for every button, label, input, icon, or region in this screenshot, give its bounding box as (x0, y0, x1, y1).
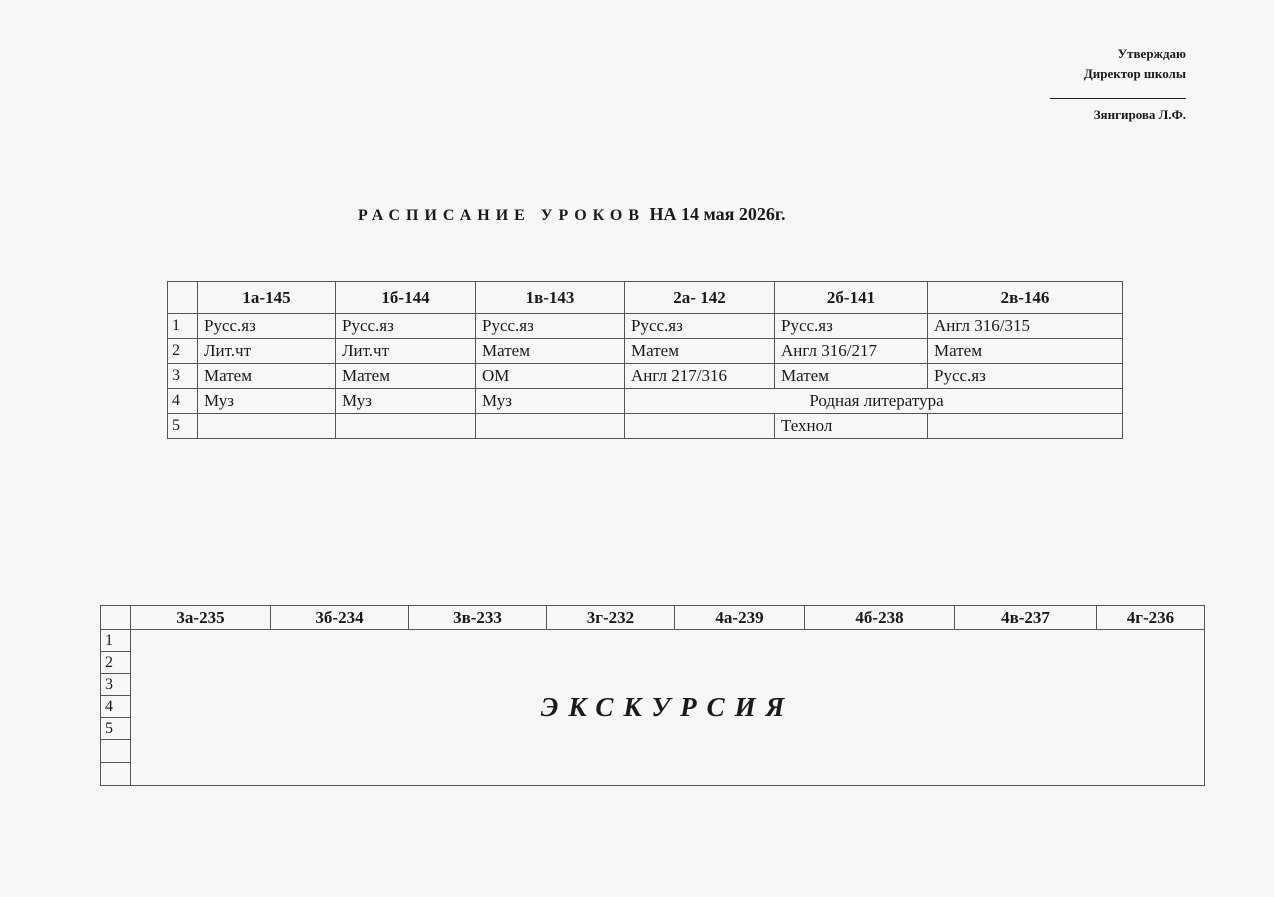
lesson-cell: Русс.яз (198, 314, 336, 339)
lesson-cell: Технол (775, 414, 928, 439)
signature-line (1050, 84, 1186, 99)
lesson-cell: Лит.чт (336, 339, 476, 364)
lesson-cell: Русс.яз (775, 314, 928, 339)
lesson-cell: Лит.чт (198, 339, 336, 364)
class-header: 3а-235 (131, 606, 271, 630)
lesson-number: 3 (168, 364, 198, 389)
director-name: Зянгирова Л.Ф. (1093, 107, 1186, 122)
lesson-cell: Англ 316/315 (928, 314, 1123, 339)
page-title (358, 204, 786, 225)
lesson-number (101, 763, 131, 786)
lesson-cell (625, 414, 775, 439)
lesson-number: 5 (168, 414, 198, 439)
merged-lesson-cell (131, 630, 1205, 786)
director-title: Директор школы (1083, 66, 1186, 81)
class-header: 2а- 142 (625, 282, 775, 314)
corner-cell (101, 606, 131, 630)
table-row (168, 314, 1123, 339)
class-header: 4в-237 (955, 606, 1097, 630)
lesson-cell: Англ 217/316 (625, 364, 775, 389)
corner-cell (168, 282, 198, 314)
lesson-cell: Муз (198, 389, 336, 414)
lesson-cell: Матем (625, 339, 775, 364)
table-row (168, 364, 1123, 389)
lesson-cell (928, 414, 1123, 439)
lesson-number: 5 (101, 718, 131, 740)
table-header-row (168, 282, 1123, 314)
lesson-cell: Русс.яз (336, 314, 476, 339)
class-header: 1а-145 (198, 282, 336, 314)
class-header: 3в-233 (409, 606, 547, 630)
class-header: 3б-234 (271, 606, 409, 630)
lesson-cell (336, 414, 476, 439)
table-header-row (101, 606, 1205, 630)
lesson-cell: Матем (336, 364, 476, 389)
class-header: 2в-146 (928, 282, 1123, 314)
table-row (168, 389, 1123, 414)
class-header: 2б-141 (775, 282, 928, 314)
lesson-cell: Матем (928, 339, 1123, 364)
approval-block (1050, 44, 1186, 125)
table-row (101, 630, 1205, 652)
class-header: 1в-143 (476, 282, 625, 314)
lesson-number: 2 (168, 339, 198, 364)
lesson-cell: Матем (476, 339, 625, 364)
approval-label: Утверждаю (1117, 46, 1186, 61)
lesson-cell: Русс.яз (476, 314, 625, 339)
class-header: 3г-232 (547, 606, 675, 630)
title-date: НА 14 мая 2026г. (649, 204, 786, 224)
lesson-cell: Русс.яз (928, 364, 1123, 389)
lesson-cell: Муз (476, 389, 625, 414)
excursion-label: ЭКСКУРСИЯ (540, 692, 795, 722)
table-row (168, 339, 1123, 364)
merged-lesson-cell: Родная литература (625, 389, 1123, 414)
lesson-number: 4 (168, 389, 198, 414)
lesson-cell: Англ 316/217 (775, 339, 928, 364)
lesson-number: 3 (101, 674, 131, 696)
schedule-table-primary (167, 281, 1123, 439)
lesson-number (101, 740, 131, 763)
schedule-table-secondary (100, 605, 1205, 786)
class-header: 4а-239 (675, 606, 805, 630)
class-header: 4б-238 (805, 606, 955, 630)
lesson-number: 1 (101, 630, 131, 652)
lesson-number: 1 (168, 314, 198, 339)
lesson-cell (476, 414, 625, 439)
class-header: 1б-144 (336, 282, 476, 314)
lesson-cell: Муз (336, 389, 476, 414)
lesson-cell (198, 414, 336, 439)
lesson-cell: Русс.яз (625, 314, 775, 339)
lesson-cell: ОМ (476, 364, 625, 389)
class-header: 4г-236 (1097, 606, 1205, 630)
lesson-cell: Матем (775, 364, 928, 389)
table-row (168, 414, 1123, 439)
title-main: РАСПИСАНИЕ УРОКОВ (358, 207, 645, 224)
lesson-number: 4 (101, 696, 131, 718)
lesson-number: 2 (101, 652, 131, 674)
lesson-cell: Матем (198, 364, 336, 389)
